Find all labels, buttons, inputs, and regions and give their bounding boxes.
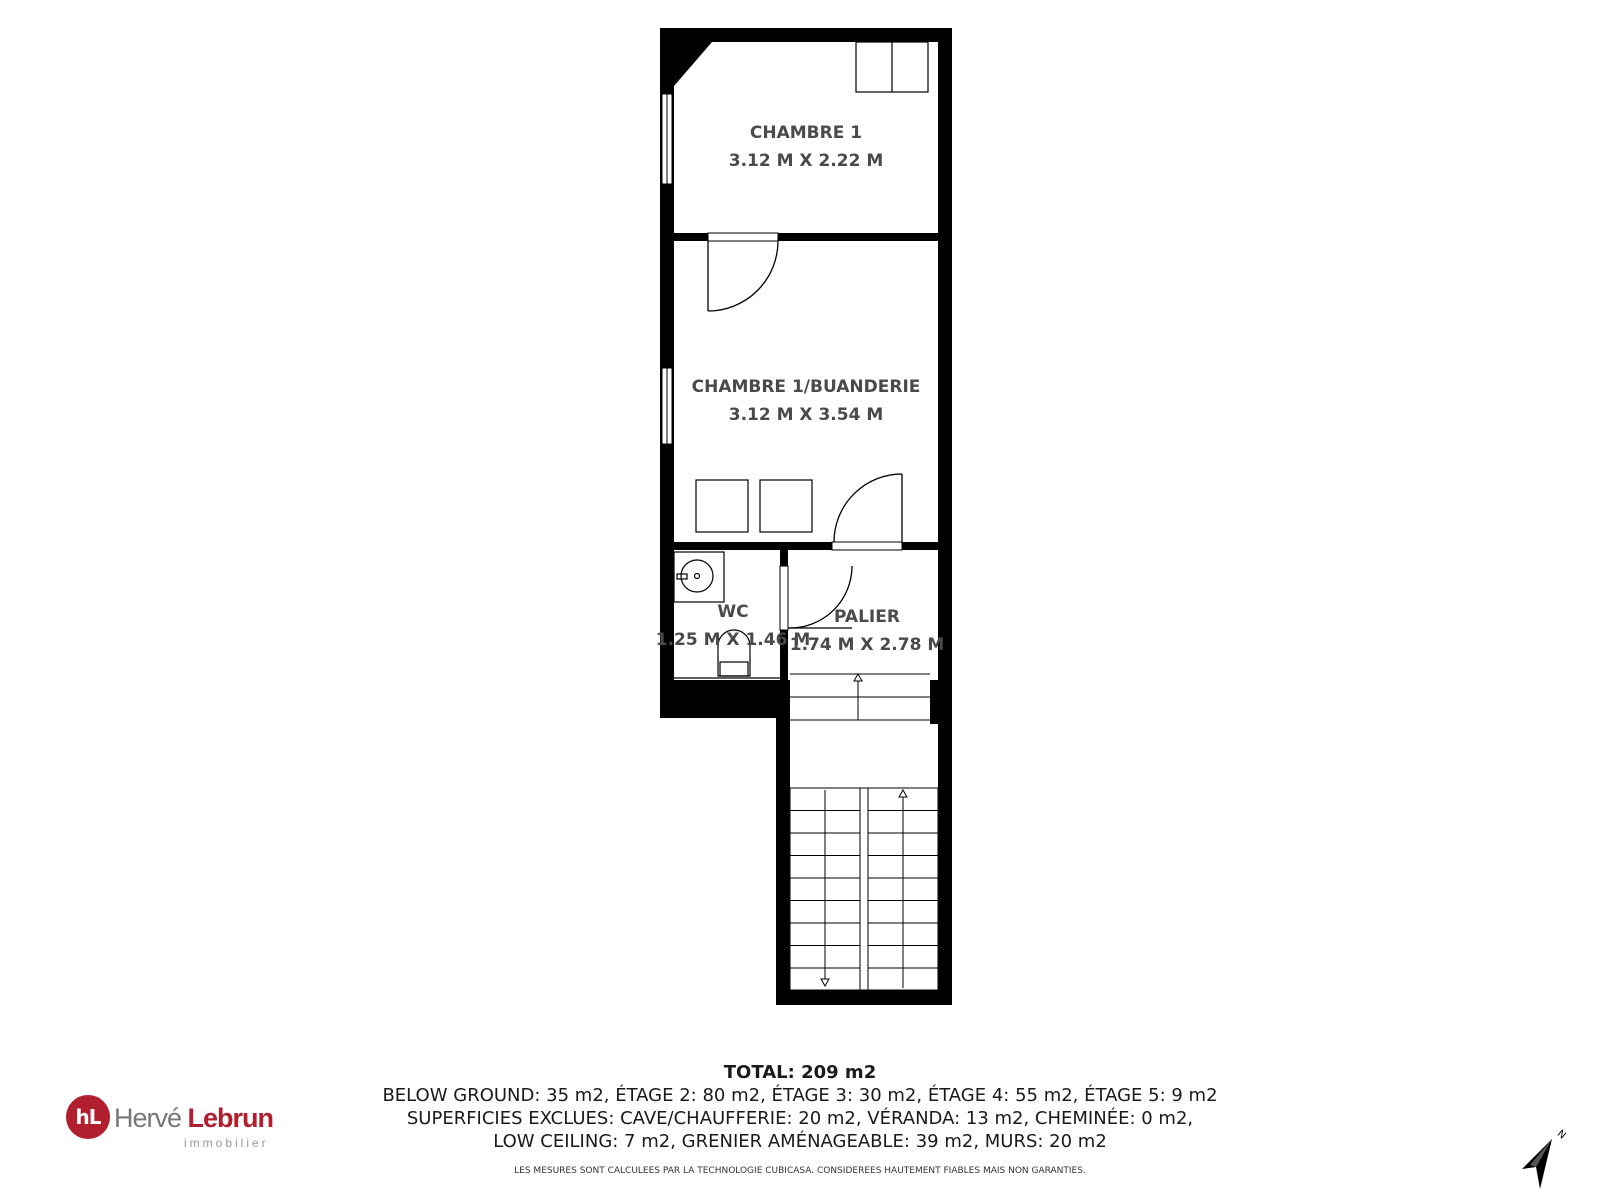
stairs (790, 674, 938, 990)
room-dims-chambre1: 3.12 M X 2.22 M (728, 151, 884, 171)
room-name-palier: PALIER (834, 607, 900, 627)
measurement-disclaimer: LES MESURES SONT CALCULEES PAR LA TECHNOLOGIE CUBICASA. CONSIDEREES HAUTEMENT FIABLES MAIS NON GARANTIES. (514, 1166, 1086, 1176)
logo-mark: hL (66, 1095, 110, 1139)
compass-label: N (1554, 1128, 1568, 1142)
door-openings (708, 233, 902, 630)
door-swings (708, 241, 902, 628)
stair-arrows (821, 790, 907, 988)
room-dims-buanderie: 3.12 M X 3.54 M (728, 405, 884, 425)
logo-last-name: Lebrun (187, 1103, 274, 1133)
room-name-buanderie: CHAMBRE 1/BUANDERIE (691, 377, 921, 397)
room-dims-palier: 1.74 M X 2.78 M (789, 635, 945, 655)
walls (660, 28, 952, 1005)
room-dims-wc: 1.25 M X 1.46 M (655, 630, 811, 650)
logo-first-name: Hervé (114, 1103, 182, 1133)
compass-north-arrow-icon (1500, 1125, 1570, 1195)
logo-name (114, 1103, 273, 1134)
area-breakdown-floors: BELOW GROUND: 35 m2, ÉTAGE 2: 80 m2, ÉTAGE 3: 30 m2, ÉTAGE 4: 55 m2, ÉTAGE 5: 9 m2 (382, 1085, 1218, 1106)
room-name-chambre1: CHAMBRE 1 (749, 123, 863, 143)
logo-subtitle: immobilier (184, 1136, 269, 1150)
agency-logo (66, 1095, 306, 1155)
area-excluded: SUPERFICIES EXCLUES: CAVE/CHAUFFERIE: 20 m2, VÉRANDA: 13 m2, CHEMINÉE: 0 m2, (406, 1108, 1194, 1129)
area-excluded-continued: LOW CEILING: 7 m2, GRENIER AMÉNAGEABLE: 39 m2, MURS: 20 m2 (493, 1131, 1107, 1152)
room-name-wc: WC (717, 602, 749, 622)
stair-steps (790, 811, 938, 969)
area-total: TOTAL: 209 m2 (723, 1062, 877, 1083)
